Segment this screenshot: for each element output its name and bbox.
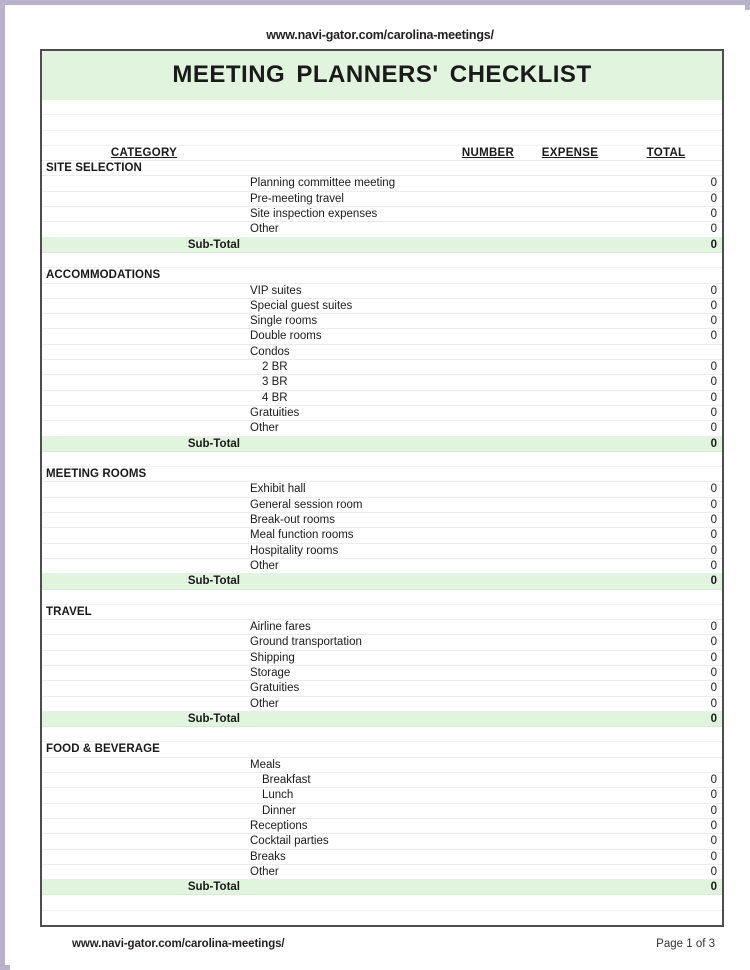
item-label: Meal function rooms — [250, 529, 354, 542]
checklist-sheet — [40, 49, 724, 927]
item-label: Site inspection expenses — [250, 208, 378, 221]
section-header-row — [42, 268, 722, 283]
item-row — [42, 284, 722, 299]
item-total: 0 — [710, 651, 717, 664]
item-number — [448, 758, 528, 773]
column-header-expense: EXPENSE — [541, 146, 599, 159]
footer-url: www.navi-gator.com/carolina-meetings/ — [72, 938, 285, 950]
item-row — [42, 666, 722, 681]
section-title: MEETING ROOMS — [46, 468, 147, 481]
spacer-row — [42, 452, 722, 467]
item-label: Storage — [250, 666, 291, 679]
item-number — [448, 299, 528, 314]
item-total: 0 — [710, 192, 717, 205]
item-total: 0 — [710, 666, 717, 679]
item-expense — [532, 819, 608, 834]
spacer-row — [42, 895, 722, 910]
item-expense — [532, 391, 608, 406]
item-total: 0 — [710, 223, 717, 236]
item-number — [448, 406, 528, 421]
item-row — [42, 865, 722, 880]
item-row — [42, 834, 722, 849]
item-label: Dinner — [262, 804, 296, 817]
item-expense — [532, 544, 608, 559]
item-row — [42, 406, 722, 421]
item-label: Break-out rooms — [250, 514, 336, 527]
item-label: Hospitality rooms — [250, 544, 339, 557]
item-label: VIP suites — [250, 284, 302, 297]
item-number — [448, 284, 528, 299]
item-row — [42, 697, 722, 712]
item-total: 0 — [710, 315, 717, 328]
item-expense — [532, 865, 608, 880]
item-expense — [532, 681, 608, 696]
item-expense — [532, 406, 608, 421]
item-expense — [532, 528, 608, 543]
title-band — [42, 51, 722, 100]
item-total: 0 — [710, 636, 717, 649]
item-row — [42, 681, 722, 696]
subtotal-value: 0 — [710, 437, 717, 450]
item-number — [448, 528, 528, 543]
item-row — [42, 391, 722, 406]
item-total: 0 — [710, 284, 717, 297]
item-label: Exhibit hall — [250, 483, 306, 496]
item-total: 0 — [710, 559, 717, 572]
column-header-number: NUMBER — [461, 146, 515, 159]
item-total: 0 — [710, 850, 717, 863]
item-number — [448, 421, 528, 436]
page-inner — [10, 10, 750, 970]
subtotal-value: 0 — [710, 712, 717, 725]
item-total: 0 — [710, 514, 717, 527]
section-header-row — [42, 467, 722, 482]
section-header-row — [42, 605, 722, 620]
item-label: Pre-meeting travel — [250, 192, 344, 205]
item-label: 2 BR — [262, 361, 288, 374]
item-expense — [532, 697, 608, 712]
item-expense — [532, 176, 608, 191]
spacer-row — [42, 115, 722, 130]
page-title: MEETING PLANNERS' CHECKLIST — [172, 61, 592, 88]
item-total: 0 — [710, 835, 717, 848]
item-number — [448, 697, 528, 712]
item-total: 0 — [710, 682, 717, 695]
item-expense — [532, 651, 608, 666]
item-number — [448, 559, 528, 574]
item-label: 4 BR — [262, 391, 288, 404]
section-header-row — [42, 161, 722, 176]
item-number — [448, 865, 528, 880]
item-expense — [532, 299, 608, 314]
item-row — [42, 176, 722, 191]
item-total: 0 — [710, 483, 717, 496]
item-expense — [532, 559, 608, 574]
item-total: 0 — [710, 422, 717, 435]
item-number — [448, 375, 528, 390]
item-expense — [532, 207, 608, 222]
item-label: Lunch — [262, 789, 294, 802]
item-total: 0 — [710, 208, 717, 221]
item-expense — [532, 329, 608, 344]
item-total — [612, 758, 720, 773]
item-total: 0 — [710, 330, 717, 343]
item-number — [448, 834, 528, 849]
section-header-row — [42, 742, 722, 757]
item-label: Receptions — [250, 819, 308, 832]
subtotal-label: Sub-Total — [187, 881, 240, 894]
column-header-row — [42, 146, 722, 161]
item-number — [448, 666, 528, 681]
section-title: FOOD & BEVERAGE — [46, 743, 160, 756]
item-label: Breaks — [250, 850, 286, 863]
item-number — [448, 222, 528, 237]
item-label: Planning committee meeting — [250, 177, 396, 190]
item-number — [448, 345, 528, 360]
item-number — [448, 681, 528, 696]
item-row — [42, 482, 722, 497]
item-expense — [532, 482, 608, 497]
subtotal-row — [42, 712, 722, 727]
item-row — [42, 773, 722, 788]
subtotal-row — [42, 574, 722, 589]
item-label: 3 BR — [262, 376, 288, 389]
item-row — [42, 758, 722, 773]
item-number — [448, 544, 528, 559]
item-total: 0 — [710, 544, 717, 557]
item-row — [42, 635, 722, 650]
item-label: Meals — [250, 758, 281, 771]
item-row — [42, 788, 722, 803]
item-number — [448, 192, 528, 207]
item-total: 0 — [710, 774, 717, 787]
item-label: Ground transportation — [250, 636, 362, 649]
sheet-rows — [42, 100, 722, 926]
item-total: 0 — [710, 406, 717, 419]
item-expense — [532, 850, 608, 865]
item-number — [448, 635, 528, 650]
item-row — [42, 804, 722, 819]
item-row — [42, 819, 722, 834]
item-expense — [532, 804, 608, 819]
item-total: 0 — [710, 177, 717, 190]
item-number — [448, 360, 528, 375]
item-total: 0 — [710, 529, 717, 542]
spacer-row — [42, 131, 722, 146]
spacer-row — [42, 590, 722, 605]
item-label: Other — [250, 223, 279, 236]
item-row — [42, 329, 722, 344]
item-expense — [532, 314, 608, 329]
item-number — [448, 651, 528, 666]
subtotal-row — [42, 880, 722, 895]
item-number — [448, 819, 528, 834]
item-row — [42, 513, 722, 528]
subtotal-label: Sub-Total — [187, 712, 240, 725]
item-expense — [532, 360, 608, 375]
subtotal-value: 0 — [710, 575, 717, 588]
item-number — [448, 391, 528, 406]
item-number — [448, 329, 528, 344]
item-total: 0 — [710, 865, 717, 878]
spacer-row — [42, 727, 722, 742]
item-expense — [532, 666, 608, 681]
item-row — [42, 375, 722, 390]
item-row — [42, 559, 722, 574]
item-number — [448, 207, 528, 222]
item-label: Cocktail parties — [250, 835, 329, 848]
item-label: Special guest suites — [250, 299, 353, 312]
item-expense — [532, 284, 608, 299]
item-expense — [532, 513, 608, 528]
header-url: www.navi-gator.com/carolina-meetings/ — [266, 28, 494, 42]
item-number — [448, 850, 528, 865]
item-label: General session room — [250, 498, 363, 511]
item-row — [42, 498, 722, 513]
item-label: Other — [250, 865, 279, 878]
item-number — [448, 513, 528, 528]
footer-page-number: Page 1 of 3 — [656, 938, 715, 950]
item-label: Other — [250, 697, 279, 710]
item-label: Gratuities — [250, 406, 300, 419]
item-expense — [532, 834, 608, 849]
subtotal-row — [42, 437, 722, 452]
item-row — [42, 299, 722, 314]
subtotal-label: Sub-Total — [187, 575, 240, 588]
item-expense — [532, 345, 608, 360]
item-expense — [532, 635, 608, 650]
item-total: 0 — [710, 621, 717, 634]
column-header-total: TOTAL — [646, 146, 686, 159]
spacer-row — [42, 911, 722, 926]
item-expense — [532, 375, 608, 390]
item-label: Gratuities — [250, 682, 300, 695]
item-label: Single rooms — [250, 315, 318, 328]
item-total: 0 — [710, 789, 717, 802]
item-expense — [532, 498, 608, 513]
section-title: ACCOMMODATIONS — [46, 269, 161, 282]
subtotal-row — [42, 238, 722, 253]
section-title: TRAVEL — [46, 605, 92, 618]
item-number — [448, 176, 528, 191]
item-total: 0 — [710, 498, 717, 511]
subtotal-value: 0 — [710, 238, 717, 251]
item-label: Other — [250, 422, 279, 435]
item-expense — [532, 222, 608, 237]
item-row — [42, 620, 722, 635]
item-total: 0 — [710, 361, 717, 374]
item-label: Airline fares — [250, 621, 311, 634]
item-total: 0 — [710, 299, 717, 312]
item-row — [42, 544, 722, 559]
item-row — [42, 850, 722, 865]
item-label: Condos — [250, 345, 290, 358]
item-row — [42, 651, 722, 666]
item-total: 0 — [710, 819, 717, 832]
item-row — [42, 314, 722, 329]
item-number — [448, 788, 528, 803]
item-row — [42, 421, 722, 436]
item-number — [448, 620, 528, 635]
item-label: Shipping — [250, 651, 295, 664]
item-expense — [532, 758, 608, 773]
subtotal-label: Sub-Total — [187, 437, 240, 450]
item-row — [42, 360, 722, 375]
item-number — [448, 773, 528, 788]
item-expense — [532, 620, 608, 635]
item-number — [448, 804, 528, 819]
item-expense — [532, 773, 608, 788]
item-expense — [532, 788, 608, 803]
item-total: 0 — [710, 804, 717, 817]
subtotal-label: Sub-Total — [187, 238, 240, 251]
item-row — [42, 192, 722, 207]
item-label: Double rooms — [250, 330, 322, 343]
spacer-row — [42, 253, 722, 268]
item-row — [42, 528, 722, 543]
item-expense — [532, 192, 608, 207]
item-number — [448, 498, 528, 513]
spacer-row — [42, 100, 722, 115]
item-label: Other — [250, 559, 279, 572]
column-header-category: CATEGORY — [110, 146, 178, 159]
item-number — [448, 482, 528, 497]
item-total: 0 — [710, 697, 717, 710]
item-row — [42, 345, 722, 360]
item-row — [42, 222, 722, 237]
item-total: 0 — [710, 391, 717, 404]
section-title: SITE SELECTION — [46, 162, 142, 175]
item-total: 0 — [710, 376, 717, 389]
subtotal-value: 0 — [710, 881, 717, 894]
item-number — [448, 314, 528, 329]
item-total — [612, 345, 720, 360]
item-row — [42, 207, 722, 222]
item-label: Breakfast — [262, 774, 311, 787]
item-expense — [532, 421, 608, 436]
